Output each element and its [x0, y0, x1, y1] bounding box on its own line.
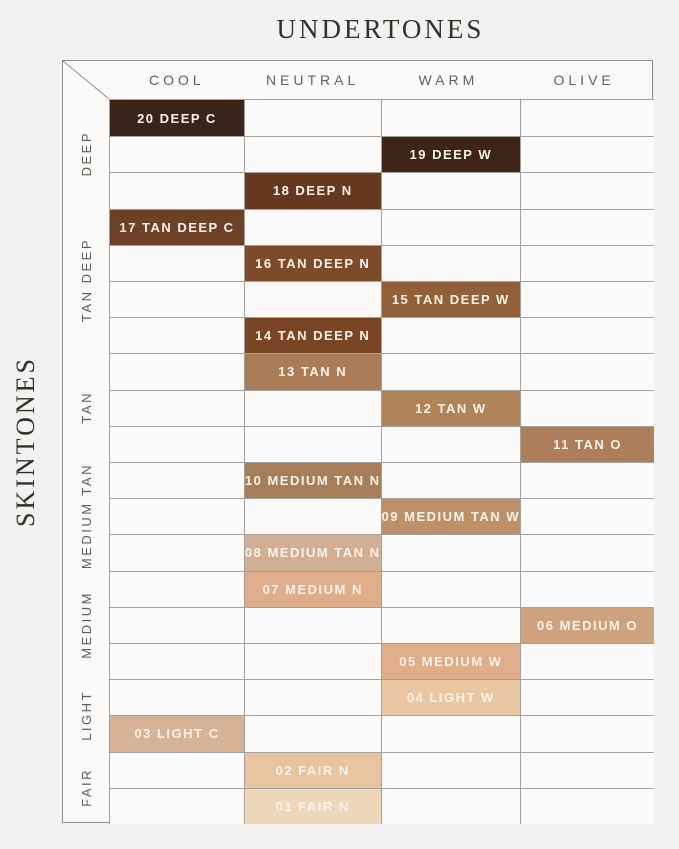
grid-cell [244, 607, 381, 643]
skintone-group-label: MEDIUM [78, 590, 94, 659]
shade-swatch-16-tan-deep-n [244, 245, 381, 281]
grid-cell [244, 100, 381, 136]
skintones-title-wrap [4, 60, 48, 823]
shade-label: 12 TAN W [414, 400, 487, 416]
grid-cell [381, 571, 521, 607]
grid-cell [381, 534, 521, 570]
shade-grid [109, 99, 654, 824]
shade-label: 16 TAN DEEP N [255, 255, 371, 271]
grid-cell [520, 788, 654, 824]
shade-label: 09 MEDIUM TAN W [381, 509, 521, 525]
shade-label: 20 DEEP C [137, 110, 217, 126]
grid-cell [381, 100, 521, 136]
shade-swatch-18-deep-n [244, 172, 381, 208]
shade-swatch-04-light-w [381, 679, 521, 715]
skintone-group-medium-tan [63, 462, 109, 571]
skintone-rail [63, 99, 109, 822]
skintone-group-label: LIGHT [78, 689, 94, 741]
grid-cell [244, 643, 381, 679]
shade-swatch-07-medium-n [244, 571, 381, 607]
shade-label: 06 MEDIUM O [537, 617, 639, 633]
shade-swatch-12-tan-w [381, 390, 521, 426]
grid-cell [244, 390, 381, 426]
grid-cell [110, 462, 244, 498]
grid-cell [520, 353, 654, 389]
grid-cell [520, 390, 654, 426]
grid-cell [381, 317, 521, 353]
grid-cell [381, 353, 521, 389]
grid-cell [110, 679, 244, 715]
grid-cell [110, 136, 244, 172]
grid-cell [520, 571, 654, 607]
shade-label: 03 LIGHT C [134, 726, 220, 742]
grid-cell [110, 172, 244, 208]
shade-label: 11 TAN O [553, 436, 622, 452]
grid-cell [381, 209, 521, 245]
shade-label: 15 TAN DEEP W [391, 292, 510, 308]
grid-cell [520, 752, 654, 788]
grid-cell [244, 679, 381, 715]
grid-cell [110, 281, 244, 317]
shade-swatch-10-medium-tan-n [244, 462, 381, 498]
skintone-group-label: FAIR [78, 768, 94, 808]
grid-cell [110, 317, 244, 353]
shade-label: 18 DEEP N [272, 183, 353, 199]
grid-cell [520, 100, 654, 136]
column-header-warm: WARM [418, 72, 479, 88]
shade-label: 17 TAN DEEP C [119, 219, 235, 235]
grid-cell [244, 426, 381, 462]
undertones-title: UNDERTONES [276, 14, 485, 44]
skintone-group-fair [63, 752, 109, 825]
grid-cell [110, 788, 244, 824]
shade-swatch-03-light-c [110, 715, 244, 751]
grid-cell [244, 498, 381, 534]
shade-label: 07 MEDIUM N [262, 581, 363, 597]
grid-cell [520, 317, 654, 353]
grid-cell [381, 752, 521, 788]
shade-swatch-20-deep-c [110, 100, 244, 136]
grid-cell [110, 245, 244, 281]
corner-cell [63, 61, 109, 99]
shade-swatch-05-medium-w [381, 643, 521, 679]
shade-label: 04 LIGHT W [406, 690, 495, 706]
grid-cell [110, 607, 244, 643]
skintone-group-tan-deep [63, 208, 109, 353]
grid-cell [381, 426, 521, 462]
shade-label: 08 MEDIUM TAN N [244, 545, 381, 561]
column-header-neutral: NEUTRAL [265, 72, 360, 88]
grid-cell [520, 679, 654, 715]
shade-swatch-01-fair-n [244, 788, 381, 824]
grid-cell [520, 715, 654, 751]
grid-cell [520, 643, 654, 679]
grid-cell [520, 172, 654, 208]
grid-cell [381, 788, 521, 824]
grid-cell [110, 426, 244, 462]
grid-cell [244, 281, 381, 317]
shade-swatch-15-tan-deep-w [381, 281, 521, 317]
grid-cell [110, 752, 244, 788]
skintone-group-label: TAN DEEP [78, 238, 94, 323]
diagonal-divider-line [63, 61, 109, 99]
grid-cell [381, 715, 521, 751]
grid-cell [520, 498, 654, 534]
grid-cell [381, 245, 521, 281]
shade-label: 02 FAIR N [275, 762, 350, 778]
grid-cell [381, 172, 521, 208]
shade-swatch-02-fair-n [244, 752, 381, 788]
grid-cell [244, 209, 381, 245]
shade-label: 10 MEDIUM TAN N [244, 473, 381, 489]
skintone-group-tan [63, 353, 109, 462]
grid-cell [110, 643, 244, 679]
shade-label: 05 MEDIUM W [399, 654, 503, 670]
grid-cell [110, 534, 244, 570]
grid-cell [110, 498, 244, 534]
grid-cell [381, 607, 521, 643]
header-row [109, 61, 652, 99]
column-header-cool: COOL [149, 72, 205, 88]
shade-label: 14 TAN DEEP N [255, 328, 371, 344]
shade-label: 13 TAN N [278, 364, 348, 380]
skintone-group-light [63, 679, 109, 752]
shade-label: 19 DEEP W [409, 147, 493, 163]
shade-swatch-14-tan-deep-n [244, 317, 381, 353]
skintone-group-label: MEDIUM TAN [78, 462, 94, 569]
grid-cell [520, 245, 654, 281]
grid-cell [520, 534, 654, 570]
shade-swatch-17-tan-deep-c [110, 209, 244, 245]
grid-cell [244, 715, 381, 751]
shade-label: 01 FAIR N [275, 798, 350, 814]
shade-swatch-19-deep-w [381, 136, 521, 172]
grid-cell [520, 136, 654, 172]
skintone-group-label: TAN [78, 390, 94, 424]
grid-cell [244, 136, 381, 172]
grid-cell [520, 209, 654, 245]
shade-swatch-08-medium-tan-n [244, 534, 381, 570]
grid-cell [520, 281, 654, 317]
shade-swatch-11-tan-o [520, 426, 654, 462]
grid-cell [110, 390, 244, 426]
shade-swatch-13-tan-n [244, 353, 381, 389]
skintones-title: SKINTONES [11, 356, 40, 527]
skintone-group-medium [63, 570, 109, 679]
shade-swatch-06-medium-o [520, 607, 654, 643]
grid-cell [381, 462, 521, 498]
skintone-group-deep [63, 99, 109, 208]
grid-cell [110, 571, 244, 607]
shade-table [62, 60, 653, 823]
skintone-group-label: DEEP [78, 130, 94, 177]
grid-cell [520, 462, 654, 498]
grid-cell [110, 353, 244, 389]
shade-swatch-09-medium-tan-w [381, 498, 521, 534]
column-header-olive: OLIVE [553, 72, 615, 88]
